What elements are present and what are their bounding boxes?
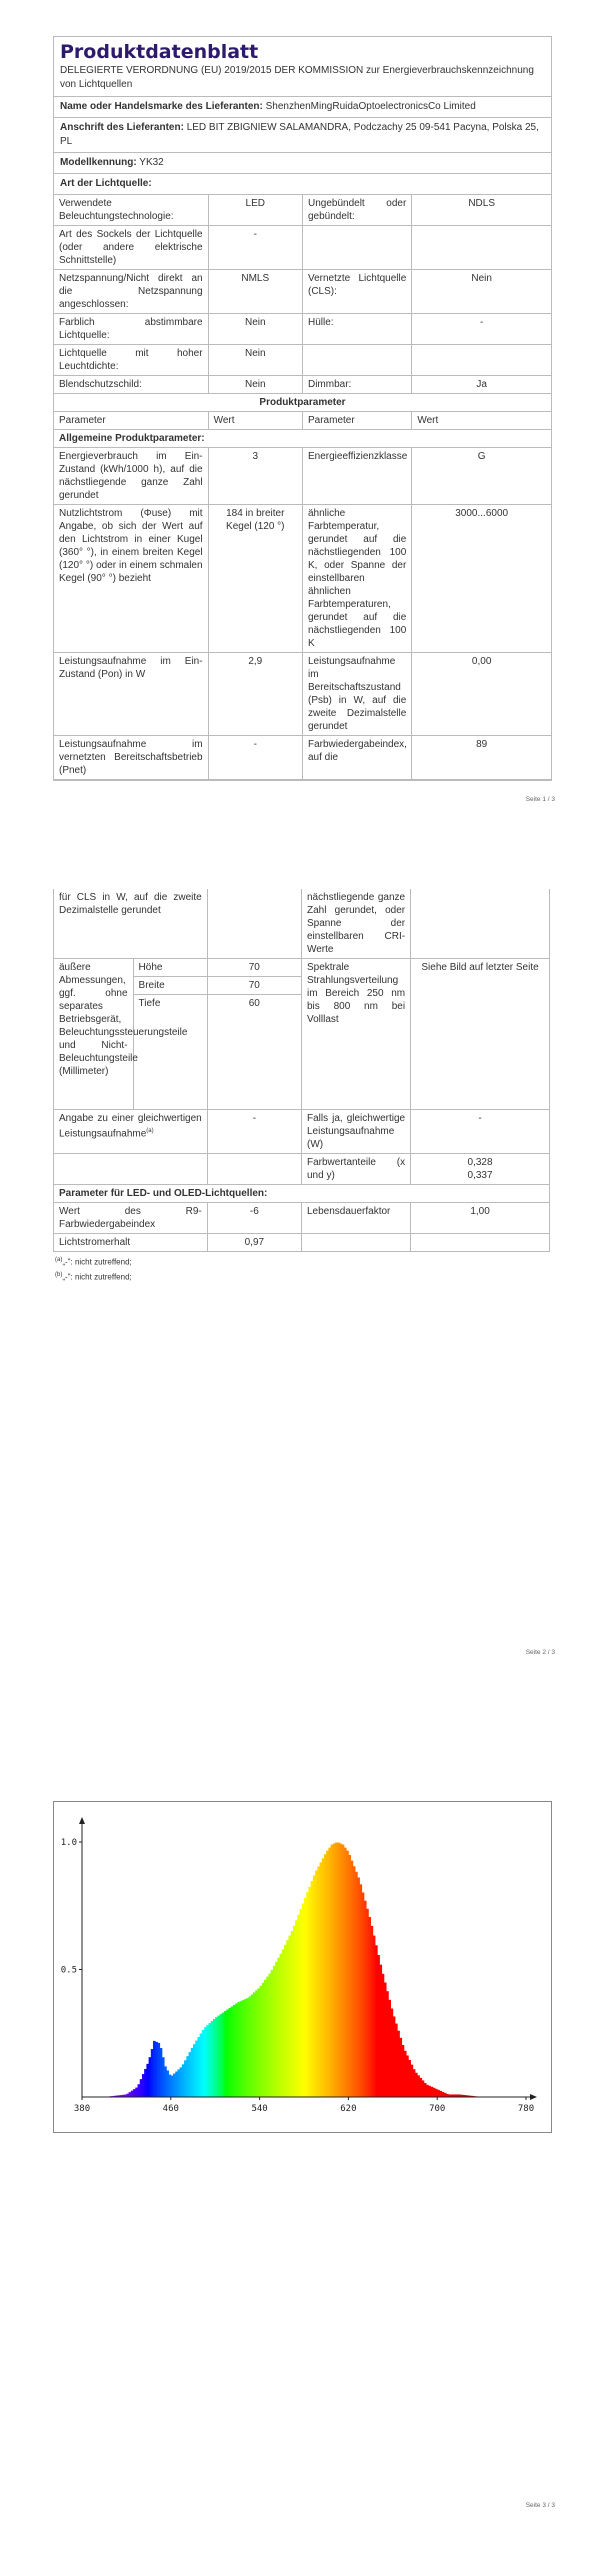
- supplier-address-label: Anschrift des Lieferanten:: [60, 122, 184, 133]
- x-tick-label: 540: [251, 2104, 268, 2114]
- chromaticity-label: Farbwertanteile (x und y): [301, 1154, 410, 1185]
- supplier-name-row: [54, 96, 551, 117]
- param-value: 184 in breiter Kegel (120 °): [208, 505, 302, 653]
- dimensions-subtable: [54, 959, 301, 1109]
- light-type-value: Nein: [208, 314, 302, 345]
- param-value: 89: [412, 736, 551, 780]
- footnotes: [53, 1252, 550, 1285]
- light-type-value: Nein: [412, 270, 551, 314]
- param-value: 3: [208, 448, 302, 505]
- equivalent-power-label: Angabe zu einer gleichwertigen Leistungsaufnahme$^{(a)}$: [54, 1110, 208, 1154]
- param-label: ähnliche Farbtemperatur, gerundet auf die nächstliegenden 100 K, oder Spanne der einstellbaren ähnlichen Farbtemperaturen, gerundet auf die nächstliegenden 100 K: [302, 505, 411, 653]
- page-number: Seite 2 / 3: [525, 1649, 555, 1656]
- light-type-label: Ungebündelt oder gebündelt:: [302, 195, 411, 226]
- supplier-address-value: LED BIT ZBIGNIEW SALAMANDRA, Podczachy 25 09-541 Pacyna, Polska 25, PL: [60, 122, 539, 147]
- light-type-label: Art des Sockels der Lichtquelle (oder andere elektrische Schnittstelle): [54, 226, 208, 270]
- light-type-row: [54, 314, 551, 345]
- page-number: Seite 3 / 3: [525, 2502, 555, 2509]
- page-2: [0, 853, 603, 1706]
- param-label: Leistungsaufnahme im vernetzten Bereitschaftsbetrieb (Pnet): [54, 736, 208, 780]
- col-value-1: Wert: [208, 412, 302, 430]
- dim-name: Tiefe: [133, 995, 207, 1110]
- light-type-value: -: [208, 226, 302, 270]
- supplier-name-label: Name oder Handelsmarke des Lieferanten:: [60, 101, 263, 112]
- lifefactor-value: 1,00: [411, 1203, 550, 1234]
- lifefactor-label: Lebensdauerfaktor: [301, 1203, 410, 1234]
- datasheet-page1: [53, 36, 552, 781]
- model-row: [54, 152, 551, 173]
- led-params-header: Parameter für LED- und OLED-Lichtquellen:: [54, 1185, 550, 1203]
- light-type-label: Dimmbar:: [302, 376, 411, 394]
- dim-value: 70: [207, 959, 301, 977]
- r9-label: Wert des R9-Farbwiedergabeindex: [54, 1203, 208, 1234]
- param-label: Leistungsaufnahme im Bereitschaftszustand (Psb) in W, auf die zweite Dezimalstelle gerundet: [302, 653, 411, 736]
- lumen-label: Lichtstromerhalt: [54, 1234, 208, 1252]
- param-label: Nutzlichtstrom (Φuse) mit Angabe, ob sich der Wert auf den Lichtstrom in einer Kugel (360° °), in einem breiten Kegel (120° °) oder in einem schmalen Kegel (90° °) bezieht: [54, 505, 208, 653]
- lumen-value: 0,97: [207, 1234, 301, 1252]
- dim-name: Breite: [133, 977, 207, 995]
- regulation-text: DELEGIERTE VERORDNUNG (EU) 2019/2015 DER KOMMISSION zur Energieverbrauchskennzeichnung von Lichtquellen: [60, 65, 534, 90]
- light-type-label: Hülle:: [302, 314, 411, 345]
- param-value: G: [412, 448, 551, 505]
- supplier-name-value: ShenzhenMingRuidaOptoelectronicsCo Limited: [265, 101, 476, 112]
- r9-value: -6: [207, 1203, 301, 1234]
- light-type-value: -: [412, 314, 551, 345]
- light-type-value: Nein: [208, 345, 302, 376]
- chromaticity-value: 0,328 0,337: [411, 1154, 550, 1185]
- dim-name: Höhe: [133, 959, 207, 977]
- col-value-2: Wert: [412, 412, 551, 430]
- equivalent-power-w-label: Falls ja, gleichwertige Leistungsaufnahme (W): [301, 1110, 410, 1154]
- y-tick-label: 0.5: [60, 1965, 77, 1976]
- light-type-value: Nein: [208, 376, 302, 394]
- light-type-header: Art der Lichtquelle:: [54, 173, 551, 194]
- param-value: 2,9: [208, 653, 302, 736]
- spectrum-chart: [53, 1801, 552, 2133]
- light-type-label: Blendschutzschild:: [54, 376, 208, 394]
- dimensions-row: [54, 959, 550, 1110]
- footnote-b: $^{(b)}$„-": nicht zutreffend;: [55, 1271, 132, 1282]
- light-type-label: Netzspannung/Nicht direkt an die Netzspannung angeschlossen:: [54, 270, 208, 314]
- params-table-continued: [53, 889, 550, 1252]
- supplier-address-row: [54, 117, 551, 152]
- y-axis-arrow: [79, 1817, 85, 1824]
- dim-value: 70: [207, 977, 301, 995]
- param-label: Leistungsaufnahme im Ein-Zustand (Pon) in W: [54, 653, 208, 736]
- datasheet-page2: [53, 889, 550, 1285]
- document-title: Produktdatenblatt: [60, 41, 259, 63]
- light-type-label: [302, 226, 411, 270]
- light-type-label: Lichtquelle mit hoher Leuchtdichte:: [54, 345, 208, 376]
- light-type-value: LED: [208, 195, 302, 226]
- general-params-header: Allgemeine Produktparameter:: [54, 430, 551, 448]
- spectrum-chart-svg: [54, 1802, 551, 2132]
- x-tick-label: 380: [73, 2104, 91, 2114]
- spectrum-bars: [106, 1843, 482, 2098]
- lumen-row: [54, 1234, 550, 1252]
- x-tick-label: 700: [429, 2104, 446, 2114]
- page-number: Seite 1 / 3: [525, 796, 555, 803]
- x-axis-arrow: [530, 2094, 537, 2100]
- param-label: Energieverbrauch im Ein-Zustand (kWh/1000 h), auf die nächstliegende ganze Zahl gerundet: [54, 448, 208, 505]
- dimensions-label: äußere Abmessungen, ggf. ohne separates Betriebsgerät, Beleuchtungssteuerungsteile und Nicht-Beleuchtungsteile (Millimeter): [54, 959, 133, 1109]
- param-label: Farbwiedergabeindex, auf die: [302, 736, 411, 780]
- x-tick-label: 780: [517, 2104, 535, 2114]
- light-type-table: [54, 194, 551, 780]
- param-label: nächstliegende ganze Zahl gerundet, oder Spanne der einstellbaren CRI-Werte: [301, 889, 410, 959]
- model-value: YK32: [139, 157, 164, 168]
- footnote-a: $^{(a)}$„-": nicht zutreffend;: [55, 1257, 132, 1267]
- param-row: [54, 653, 551, 736]
- light-type-row: [54, 270, 551, 314]
- light-type-label: [302, 345, 411, 376]
- param-row-split-bottom: [54, 889, 550, 959]
- col-param-1: Parameter: [54, 412, 208, 430]
- param-row: [54, 505, 551, 653]
- param-value: 0,00: [412, 653, 551, 736]
- param-value: 3000...6000: [412, 505, 551, 653]
- y-tick-label: 1.0: [60, 1838, 77, 1848]
- r9-row: [54, 1203, 550, 1234]
- product-params-header: Produktparameter: [54, 394, 551, 412]
- light-type-value: Ja: [412, 376, 551, 394]
- param-value: -: [208, 736, 302, 780]
- param-row: [54, 448, 551, 505]
- page-1: [0, 0, 603, 853]
- light-type-value: [412, 345, 551, 376]
- light-type-row: [54, 376, 551, 394]
- spectral-value: Siehe Bild auf letzter Seite: [411, 959, 550, 1110]
- param-label: Energieeffizienzklasse: [302, 448, 411, 505]
- light-type-label: Vernetzte Lichtquelle (CLS):: [302, 270, 411, 314]
- x-tick-label: 620: [340, 2104, 357, 2114]
- page-3: [0, 1706, 603, 2559]
- equivalent-power-value: -: [207, 1110, 301, 1154]
- light-type-label: Verwendete Beleuchtungstechnologie:: [54, 195, 208, 226]
- model-label: Modellkennung:: [60, 157, 137, 168]
- light-type-value: NMLS: [208, 270, 302, 314]
- x-tick-label: 460: [162, 2104, 179, 2114]
- equivalent-power-row: [54, 1110, 550, 1154]
- col-param-2: Parameter: [302, 412, 411, 430]
- light-type-label: Farblich abstimmbare Lichtquelle:: [54, 314, 208, 345]
- equivalent-power-w-value: -: [411, 1110, 550, 1154]
- light-type-value: [412, 226, 551, 270]
- light-type-value: NDLS: [412, 195, 551, 226]
- spectral-label: Spektrale Strahlungsverteilung im Bereich 250 nm bis 800 nm bei Volllast: [301, 959, 410, 1110]
- light-type-row: [54, 226, 551, 270]
- param-row-split-top: [54, 736, 551, 780]
- light-type-row: [54, 195, 551, 226]
- light-type-row: [54, 345, 551, 376]
- chromaticity-row: [54, 1154, 550, 1185]
- param-label: für CLS in W, auf die zweite Dezimalstelle gerundet: [54, 889, 208, 959]
- dim-value: 60: [207, 995, 301, 1110]
